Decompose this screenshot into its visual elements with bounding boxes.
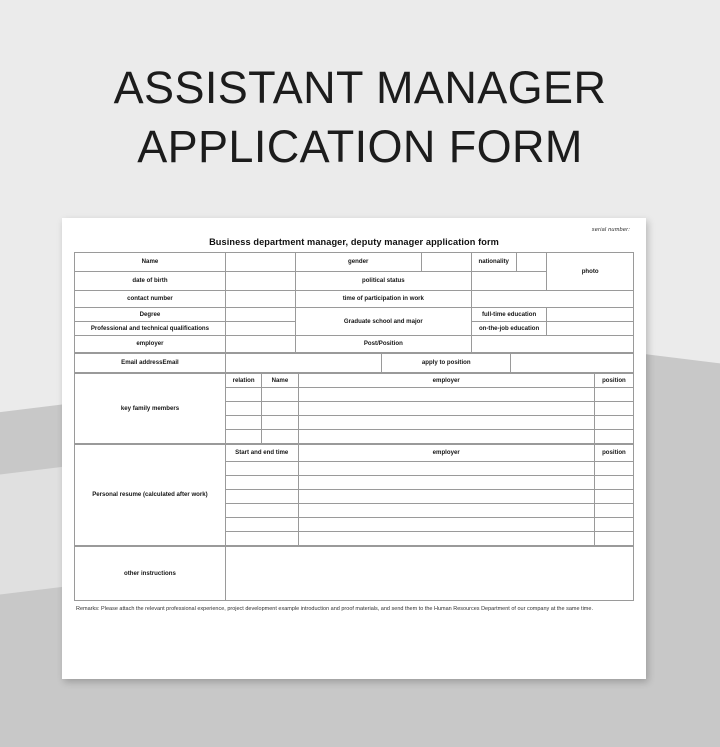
page-title [0, 58, 720, 177]
cell-employer-value[interactable] [225, 336, 295, 353]
serial-number-label: serial number: [591, 227, 630, 233]
cell-resume-employer-value[interactable] [298, 532, 594, 546]
cell-graduate-school-label: Graduate school and major [295, 308, 471, 336]
cell-family-relation-header: relation [225, 374, 261, 388]
table-row [75, 374, 634, 388]
cell-resume-position-value[interactable] [594, 504, 633, 518]
cell-resume-position-value[interactable] [594, 462, 633, 476]
cell-resume-employer-value[interactable] [298, 490, 594, 504]
cell-contact-number-value[interactable] [225, 291, 295, 308]
cell-family-name-header: Name [262, 374, 298, 388]
cell-personal-resume-label: Personal resume (calculated after work) [75, 445, 226, 546]
cell-resume-time-value[interactable] [225, 504, 298, 518]
cell-on-the-job-education-value[interactable] [547, 322, 634, 336]
basic-info-table [74, 252, 634, 353]
table-row [75, 308, 634, 322]
cell-family-name-value[interactable] [262, 388, 298, 402]
cell-professional-qualifications-value[interactable] [225, 322, 295, 336]
cell-degree-value[interactable] [225, 308, 295, 322]
cell-apply-to-position-value[interactable] [511, 354, 634, 373]
cell-family-employer-value[interactable] [298, 402, 594, 416]
cell-name-value[interactable] [225, 253, 295, 272]
cell-apply-to-position-label: apply to position [382, 354, 511, 373]
cell-family-name-value[interactable] [262, 402, 298, 416]
cell-nationality-value[interactable] [516, 253, 547, 272]
cell-family-name-value[interactable] [262, 430, 298, 444]
cell-family-position-header: position [594, 374, 633, 388]
cell-full-time-education-value[interactable] [547, 308, 634, 322]
cell-gender-value[interactable] [421, 253, 471, 272]
cell-resume-position-value[interactable] [594, 518, 633, 532]
cell-resume-position-header: position [594, 445, 633, 462]
table-row [75, 354, 634, 373]
family-members-table [74, 373, 634, 444]
cell-resume-employer-value[interactable] [298, 462, 594, 476]
cell-other-instructions-value[interactable] [225, 547, 633, 601]
cell-resume-time-header: Start and end time [225, 445, 298, 462]
cell-family-position-value[interactable] [594, 388, 633, 402]
cell-resume-position-value[interactable] [594, 476, 633, 490]
cell-name-label: Name [75, 253, 226, 272]
cell-email-value[interactable] [225, 354, 382, 373]
cell-on-the-job-education-label: on-the-job education [471, 322, 546, 336]
cell-resume-time-value[interactable] [225, 532, 298, 546]
cell-full-time-education-label: full-time education [471, 308, 546, 322]
cell-photo-label[interactable]: photo [547, 253, 634, 291]
cell-email-label: Email addressEmail [75, 354, 226, 373]
cell-date-of-birth-label: date of birth [75, 272, 226, 291]
cell-other-instructions-label: other instructions [75, 547, 226, 601]
table-row [75, 291, 634, 308]
table-row [75, 445, 634, 462]
cell-degree-label: Degree [75, 308, 226, 322]
personal-resume-table [74, 444, 634, 546]
cell-employer-label: employer [75, 336, 226, 353]
other-instructions-table [74, 546, 634, 601]
cell-family-employer-value[interactable] [298, 388, 594, 402]
cell-family-position-value[interactable] [594, 402, 633, 416]
cell-family-relation-value[interactable] [225, 430, 261, 444]
cell-family-position-value[interactable] [594, 430, 633, 444]
cell-family-relation-value[interactable] [225, 416, 261, 430]
page-title-line-1: ASSISTANT MANAGER [113, 62, 607, 113]
cell-family-employer-value[interactable] [298, 430, 594, 444]
cell-resume-employer-value[interactable] [298, 518, 594, 532]
cell-time-of-participation-value[interactable] [471, 291, 633, 308]
cell-resume-time-value[interactable] [225, 518, 298, 532]
cell-political-status-value[interactable] [471, 272, 546, 291]
cell-nationality-label: nationality [471, 253, 516, 272]
table-row [75, 253, 634, 272]
cell-political-status-label: political status [295, 272, 471, 291]
table-row [75, 336, 634, 353]
cell-resume-employer-value[interactable] [298, 476, 594, 490]
table-row [75, 547, 634, 601]
cell-date-of-birth-value[interactable] [225, 272, 295, 291]
email-apply-table [74, 353, 634, 373]
cell-resume-position-value[interactable] [594, 532, 633, 546]
cell-key-family-members-label: key family members [75, 374, 226, 444]
cell-resume-time-value[interactable] [225, 490, 298, 504]
cell-professional-qualifications-label: Professional and technical qualifications [75, 322, 226, 336]
cell-post-position-value[interactable] [471, 336, 633, 353]
cell-resume-position-value[interactable] [594, 490, 633, 504]
cell-family-name-value[interactable] [262, 416, 298, 430]
remarks-text: Remarks: Please attach the relevant professional experience, project development example introduction and proof materials, and send them to the Human Resources Department of our company at the same time. [76, 606, 593, 612]
cell-family-position-value[interactable] [594, 416, 633, 430]
cell-family-employer-header: employer [298, 374, 594, 388]
cell-contact-number-label: contact number [75, 291, 226, 308]
cell-resume-time-value[interactable] [225, 462, 298, 476]
cell-family-relation-value[interactable] [225, 388, 261, 402]
page-title-line-2: APPLICATION FORM [137, 121, 583, 173]
cell-post-position-label: Post/Position [295, 336, 471, 353]
form-document-preview [62, 218, 646, 679]
cell-gender-label: gender [295, 253, 421, 272]
cell-family-employer-value[interactable] [298, 416, 594, 430]
cell-resume-employer-value[interactable] [298, 504, 594, 518]
cell-resume-employer-header: employer [298, 445, 594, 462]
cell-family-relation-value[interactable] [225, 402, 261, 416]
cell-time-of-participation-label: time of participation in work [295, 291, 471, 308]
cell-resume-time-value[interactable] [225, 476, 298, 490]
form-title: Business department manager, deputy manager application form [209, 237, 499, 247]
